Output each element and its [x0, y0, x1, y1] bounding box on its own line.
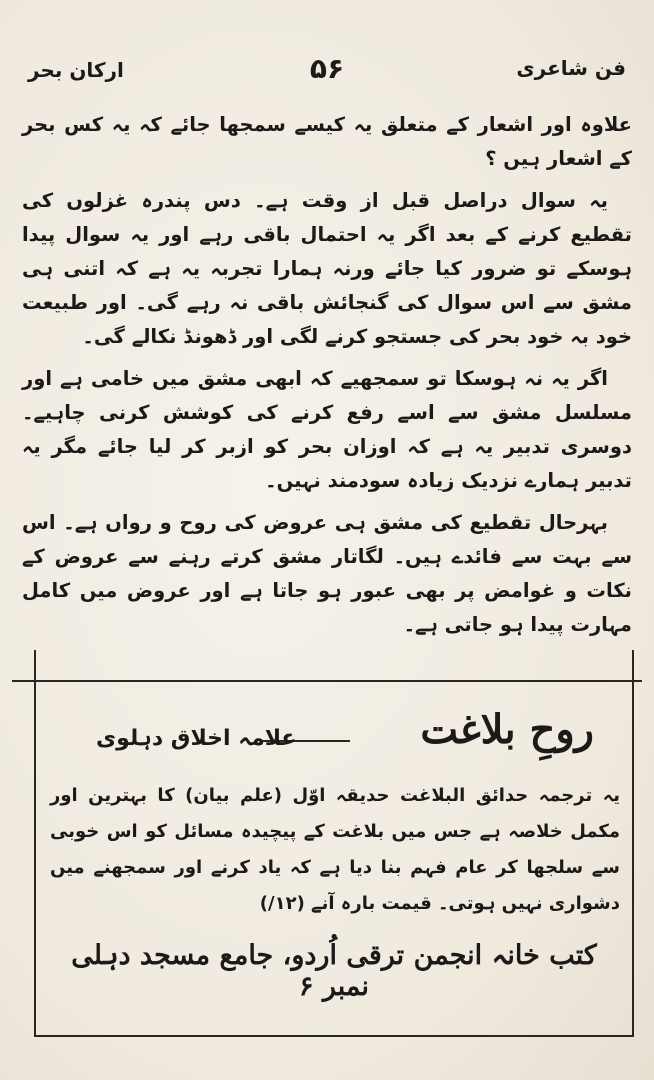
paragraph: علاوہ اور اشعار کے متعلق یہ کیسے سمجھا جائے کہ یہ کس بحر کے اشعار ہیں ؟: [22, 113, 632, 170]
page-number: ۵۶: [309, 52, 345, 85]
page-header: [28, 52, 626, 92]
paragraph: اگر یہ نہ ہوسکا تو سمجھیے کہ ابھی مشق میں خامی ہے اور مسلسل مشق سے اسے رفع کرنے کی کوشش کرنی چاہیے۔ دوسری تدبیر یہ ہے کہ اوزان بحر کو ازبر کر لیا جائے مگر یہ تدبیر ہمارے نزدیک زیادہ سودمند نہیں۔: [22, 367, 632, 492]
paragraph: بہرحال تقطیع کی مشق ہی عروض کی روح و رواں ہے۔ اس سے بہت سے فائدے ہیں۔ لگاتار مشق کرتے رہنے سے عروض کے نکات و غوامض پر بھی عبور ہو جاتا ہے اور عروض میں کامل مہارت پیدا ہو جاتی ہے۔: [22, 511, 632, 636]
ad-book-title: روحِ بلاغت: [420, 706, 594, 753]
section-title: ارکان بحر: [28, 58, 124, 82]
paragraph: یہ سوال دراصل قبل از وقت ہے۔ دس پندرہ غزلوں کی تقطیع کرنے کے بعد اگر یہ احتمال باقی رہے اور یہ سوال پیدا ہوسکے تو ضرور کیا جائے ورنہ ہمارا تجربہ یہ ہے کہ اتنی ہی مشق سے اس سوال کی گنجائش باقی نہ رہے گی۔ اور طبیعت خود بہ خود بحر کی جستجو کرنے لگی اور ڈھونڈ نکالے گی۔: [22, 189, 632, 348]
running-title: فن شاعری: [516, 56, 626, 80]
ad-description: یہ ترجمہ حدائق البلاغت حدیقہ اوّل (علم بیان) کا بہترین اور مکمل خلاصہ ہے جس میں بلاغت کے پیچیدہ مسائل کو اس خوبی سے سلجھا کر عام فہم بنا دیا ہے کہ یاد کرنے اور سمجھنے میں دشواری نہیں ہوتی۔ قیمت بارہ آنے (۱۲/): [50, 785, 620, 914]
main-text: [22, 108, 632, 650]
ad-publisher: کتب خانہ انجمن ترقی اُردو، جامع مسجد دہلی نمبر ۶: [71, 940, 597, 1002]
ad-author: علامہ اخلاق دہلوی: [96, 726, 297, 751]
